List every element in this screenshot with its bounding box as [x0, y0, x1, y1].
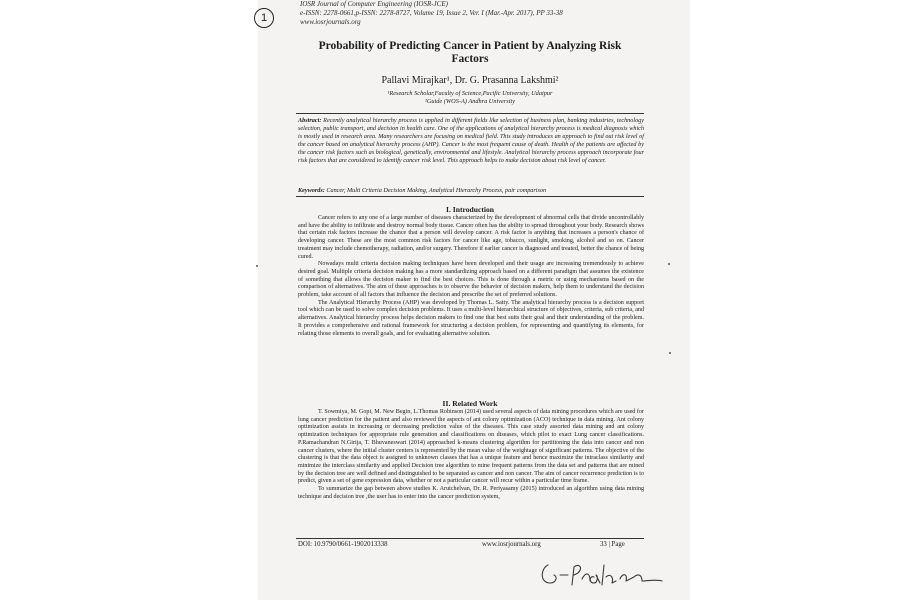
paper-title: Probability of Predicting Cancer in Patient by Analyzing Risk Factors [318, 40, 622, 65]
journal-issn: e-ISSN: 2278-0661,p-ISSN: 2278-8727, Volume 19, Issue 2, Ver. I (Mar.-Apr. 2017), PP 33-38 [300, 9, 563, 17]
footer-site: www.iosrjournals.org [482, 541, 541, 548]
abstract-top-rule [296, 113, 644, 114]
journal-header [300, 0, 680, 27]
abstract [298, 117, 644, 165]
scan-speck [669, 352, 671, 354]
handwritten-signature [538, 555, 668, 595]
scan-speck [256, 265, 258, 267]
scan-speck [668, 263, 670, 265]
abstract-label: Abstract: [298, 117, 322, 124]
journal-site: www.iosrjournals.org [300, 18, 361, 26]
related-work-body [298, 409, 644, 501]
related-paragraph-2: To summarize the gap between above studies K. Arutchelvan, Dr. R. Periyasamy (2015) introduced an algorithm using data mining technique and decision tree ,the user has to enter into the cancer prediction system, [298, 486, 644, 500]
intro-paragraph-3: The Analytical Hierarchy Process (AHP) was developed by Thomas L. Satty. The analytical hierarchy process is a decision support tool which can be used to solve complex decision problems. It uses a multi-level hierarchical structure of objectives, criteria, sub criteria, and alternatives. Analytical hierarchy process helps decision makers to find one that best suits their goal and their understanding of the problem. It provides a comprehensive and rational framework for structuring a decision problem, for representing and quantifying its elements, for relating those elements to overall goals, and for evaluating alternative solution. [298, 299, 644, 337]
footer-page-number: 33 | Page [600, 541, 625, 548]
section-heading-related-work: II. Related Work [442, 399, 498, 408]
keywords [298, 187, 644, 194]
keywords-text: Cancer, Multi Criteria Decision Making, Analytical Hierarchy Process, pair comparison [326, 187, 547, 194]
handwritten-page-mark: 1 [254, 8, 274, 28]
footer-rule [296, 538, 644, 539]
abstract-bottom-rule [296, 196, 644, 197]
paper-authors: Pallavi Mirajkar¹, Dr. G. Prasanna Lakshmi² [381, 75, 559, 86]
abstract-text: Recently analytical hierarchy process is applied in different fields like selection of business plan, banking industries, technology selection, public transport, and decision in health care. One of the applications of analytical hierarchy process is medical diagnosis which is mostly used in research area. Many researchers are focusing on medical field. This study introduces an approach to find out risk level of the cancer based on analytical hierarchy process (AHP). Cancer is the most frequent cause of death. Health of the patients are affected by the cancer risk factors such as biological, genetically, environmental and lifestyle. Analytical hierarchy process approach incorporate four risk factors that are considered to identify cancer risk level. This approach helps to make decision about risk level of cancer. [298, 117, 645, 164]
keywords-label: Keywords: [298, 187, 325, 194]
related-paragraph-1: T. Sowmiya, M. Gopi, M. New Begin, L.Thomas Robinson (2014) used several aspects of data mining procedures which are used for lung cancer prediction for the patient and also reviewed the aspects of ant colony optimization (ACO) technique in data mining. Ant colony optimization assists in increasing or decreasing prediction value of the diseases. This case study assorted data mining and ant colony optimization techniques for appropriate rule generation and classifications on diseases, which pilot to exact Lung cancer classifications. P.Ramachandran N.Girija, T. Bhuvaneswari (2014) approached k-means clustering algorithm for partitioning the data into cancer and non cancer clusters, where the initial cluster centers is represented by the mean value of the weightage of significant patterns. The objective of the clustering is that the data object is assigned to unknown classes that has a unique feature and hence maximize the intraclass similarity and minimize the interclass similarity and applied Decision tree algorithm to mine frequent patterns from the data set and patterns that are mined by the decision tree are well defined and distinguished to be separated as cancer and non cancer. The aim of cancer recurrence prediction is to predict, given a set of gene expression data, whether or not a particular cancer will recur within a particular time frame. [298, 409, 644, 485]
affiliation-2: ²Guide (WOS-A) Andhra University [424, 98, 516, 105]
journal-name: IOSR Journal of Computer Engineering (IOSR-JCE) [300, 0, 448, 8]
intro-paragraph-1: Cancer refers to any one of a large number of diseases characterized by the development of abnormal cells that divide uncontrollably and have the ability to infiltrate and destroy normal body tissue. Cancer often has the ability to spread throughout your body. Research shows that certain risk factors increase the chance that a person will develop cancer. A risk factor is anything that increases a person's chance of developing cancer. These are the most common risk factors for cancer like age, tobacco, sunlight, smoking, alcohol and so on. Cancer treatment may include chemotherapy, radiation, and/or surgery. Therefore if earlier cancer is diagnosed and treated, better the chance of being cured. [298, 215, 644, 260]
affiliation-1: ¹Research Scholar,Faculty of Science,Pacific University, Udaipur [387, 90, 553, 97]
footer-doi: DOI: 10.9790/0661-1902013338 [298, 541, 388, 548]
intro-paragraph-2: Nowadays multi criteria decision making techniques have been developed and their usage are increasing tremendously to achieve desired goal. Multiple criteria decision making has a more standardizing approach based on a different paradigm that assumes the existence of something that allows the decision maker to find the best choices. This is done through a metric or using mechanisms based on the comparison of alternatives. The aim of these approaches is to observe the behavior of decision makers, help them to understand the decision problem, take account of all factors that influence the decision and prescribe the set of preferred solutions. [298, 261, 644, 299]
introduction-body [298, 215, 644, 338]
section-heading-introduction: I. Introduction [446, 205, 494, 214]
